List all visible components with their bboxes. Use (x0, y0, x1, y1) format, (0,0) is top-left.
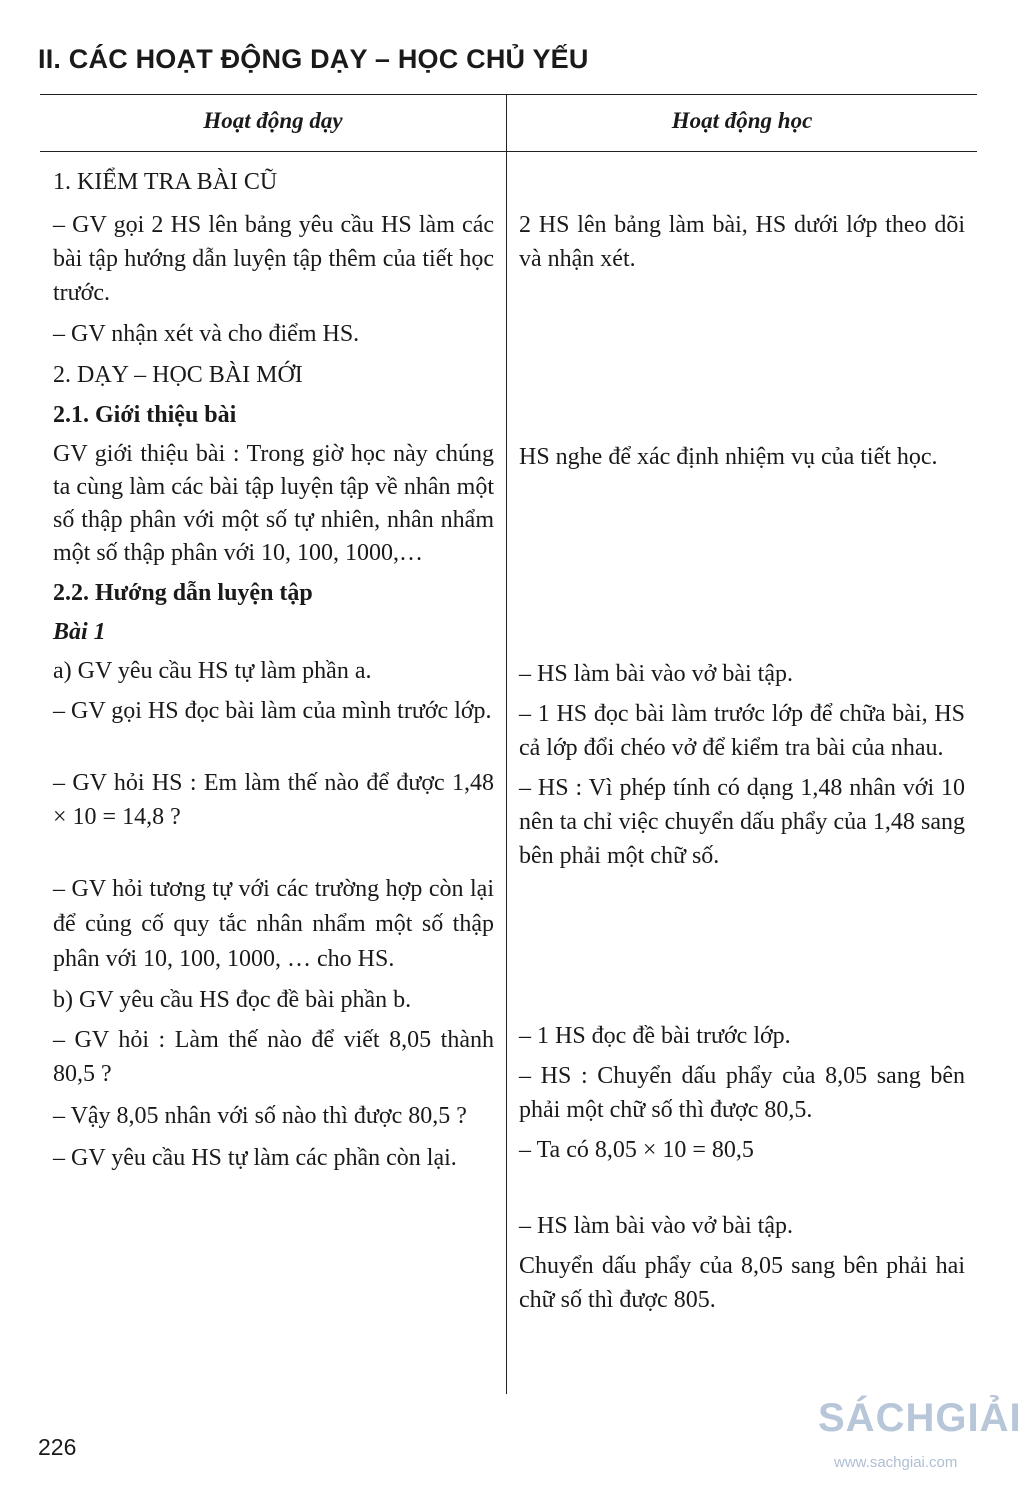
teacher-step: – GV yêu cầu HS tự làm các phần còn lại. (53, 1145, 457, 1171)
teacher-step: – GV nhận xét và cho điểm HS. (53, 321, 360, 347)
student-step: – HS làm bài vào vở bài tập. (519, 661, 793, 687)
header-teacher-activity: Hoạt động dạy (203, 108, 343, 133)
watermark-logo: SÁCHGIẢI (818, 1396, 1022, 1440)
teacher-step: a) GV yêu cầu HS tự làm phần a. (53, 658, 372, 684)
student-step: – HS : Vì phép tính có dạng 1,48 nhân với 10 nên ta chỉ việc chuyển dấu phẩy của 1,48 sang bên phải một chữ số. (519, 775, 965, 869)
teacher-step: – Vậy 8,05 nhân với số nào thì được 80,5 ? (53, 1103, 467, 1129)
table-top-rule (40, 94, 977, 95)
teacher-step: – GV hỏi HS : Em làm thế nào để được 1,48 × 10 = 14,8 ? (53, 770, 494, 830)
column-divider (506, 94, 507, 1394)
student-step: – 1 HS đọc bài làm trước lớp để chữa bài, HS cả lớp đổi chéo vở để kiểm tra bài của nhau. (519, 701, 965, 761)
teacher-step: – GV gọi HS đọc bài làm của mình trước lớp. (53, 698, 492, 724)
watermark (818, 1392, 1024, 1486)
student-step: – HS làm bài vào vở bài tập. (519, 1213, 793, 1239)
table-header-rule (40, 151, 977, 152)
page-number: 226 (38, 1434, 77, 1460)
header-student-activity: Hoạt động học (671, 108, 813, 133)
subheading-introduction: 2.1. Giới thiệu bài (53, 402, 237, 428)
student-column (519, 163, 965, 1317)
student-step: Chuyển dấu phẩy của 8,05 sang bên phải hai chữ số thì được 805. (519, 1253, 965, 1313)
student-step: HS nghe để xác định nhiệm vụ của tiết học. (519, 444, 938, 470)
student-step: – Ta có 8,05 × 10 = 80,5 (519, 1137, 754, 1163)
student-step: – 1 HS đọc đề bài trước lớp. (519, 1023, 791, 1049)
teacher-step: – GV hỏi : Làm thế nào để viết 8,05 thành 80,5 ? (53, 1027, 494, 1087)
heading-check-old-lesson: 1. KIỂM TRA BÀI CŨ (53, 169, 278, 195)
teacher-step: b) GV yêu cầu HS đọc đề bài phần b. (53, 987, 412, 1013)
watermark-url: www.sachgiai.com (834, 1454, 958, 1471)
heading-new-lesson: 2. DẠY – HỌC BÀI MỚI (53, 362, 303, 388)
teacher-column (53, 163, 494, 1175)
section-title: II. CÁC HOẠT ĐỘNG DẠY – HỌC CHỦ YẾU (38, 44, 589, 74)
exercise-label: Bài 1 (53, 619, 106, 645)
teacher-step: – GV hỏi tương tự với các trường hợp còn lại để củng cố quy tắc nhân nhẩm một số thập phân với 10, 100, 1000, … cho HS. (53, 876, 494, 972)
student-step: – HS : Chuyển dấu phẩy của 8,05 sang bên phải một chữ số thì được 80,5. (519, 1063, 965, 1123)
subheading-practice: 2.2. Hướng dẫn luyện tập (53, 580, 313, 606)
student-step: 2 HS lên bảng làm bài, HS dưới lớp theo dõi và nhận xét. (519, 212, 965, 272)
teacher-step: – GV gọi 2 HS lên bảng yêu cầu HS làm các bài tập hướng dẫn luyện tập thêm của tiết học trước. (53, 212, 494, 306)
teacher-step: GV giới thiệu bài : Trong giờ học này chúng ta cùng làm các bài tập luyện tập về nhân một số thập phân với một số tự nhiên, nhân nhẩm một số thập phân với 10, 100, 1000,… (53, 441, 494, 566)
